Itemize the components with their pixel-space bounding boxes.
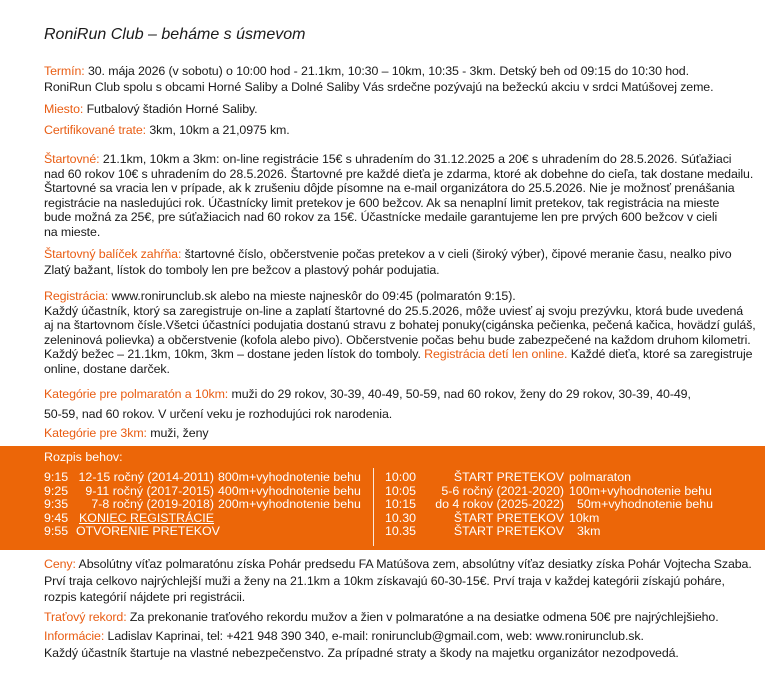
schedule-time: 9:35 bbox=[44, 497, 69, 511]
schedule-time: 10:15 bbox=[385, 497, 417, 511]
informacie-label: Informácie: bbox=[44, 629, 105, 643]
balicek-section bbox=[44, 246, 732, 278]
schedule-time: 9:55 bbox=[44, 524, 69, 538]
termin-line1: 30. mája 2026 (v sobotu) o 10:00 hod - 21.1km, 10:30 – 10km, 10:35 - 3km. Detský beh od 09:15 do 10:30 hod. bbox=[84, 64, 689, 78]
registracia-section bbox=[44, 289, 756, 376]
schedule-category: 12-15 ročný (2014-2011) bbox=[78, 470, 214, 484]
schedule-right-times bbox=[385, 471, 416, 539]
rekord-section bbox=[44, 609, 719, 625]
schedule-category: ŠTART PRETEKOV bbox=[453, 510, 564, 525]
informacie-section bbox=[44, 628, 679, 662]
schedule-category: 9-11 ročný (2017-2015) bbox=[85, 483, 214, 498]
rekord-label: Traťový rekord: bbox=[44, 610, 127, 624]
miesto-label: Miesto: bbox=[44, 102, 84, 116]
schedule-time: 10:00 bbox=[385, 470, 417, 484]
termin-line2: RoniRun Club spolu s obcami Horné Saliby a Dolné Saliby Vás srdečne pozývajú na bežeckú akciu v srdci Matúšovej zeme. bbox=[44, 80, 714, 94]
registracia-line2: Každý účastník, ktorý sa zaregistruje on-line a zaplatí štartovné do 25.5.2026, môže uviesť aj svoju prezývku, ktorá bude uvedená bbox=[44, 303, 744, 318]
schedule-box bbox=[0, 446, 765, 550]
schedule-info bbox=[218, 512, 361, 526]
balicek-line2: Zlatý bažant, lístok do tomboly len pre bežcov a plastový pohár podujatia. bbox=[44, 263, 440, 277]
schedule-category: 7-8 ročný (2019-2018) bbox=[91, 497, 214, 511]
kat-polmaraton-label: Kategórie pre polmaratón a 10km: bbox=[44, 387, 229, 401]
termin-label: Termín: bbox=[44, 64, 85, 78]
trate-value: 3km, 10km a 21,0975 km. bbox=[146, 123, 290, 137]
startovne-label: Štartovné: bbox=[44, 152, 100, 166]
startovne-line4: registrácie na nasledujúci rok. Účastnícky limit pretekov je 600 bežcov. Ak sa nenaplní limit pretekov, tak registrácia na mieste bbox=[44, 195, 720, 210]
kategorie-3km-section bbox=[44, 425, 208, 441]
miesto-value: Futbalový štadión Horné Saliby. bbox=[83, 102, 258, 116]
startovne-line6: na mieste. bbox=[44, 224, 101, 239]
startovne-line5: bude možná za 25€, pre súťažiacich nad 60 rokov za 15€. Účastnícke medaile garantujeme len pre prvých 600 bežcov v cieli bbox=[44, 210, 718, 224]
schedule-category: OTVORENIE PRETEKOV bbox=[76, 524, 220, 538]
schedule-info: 100m+vyhodnotenie behu bbox=[569, 483, 712, 498]
registracia-children-note: Registrácia detí len online. bbox=[424, 347, 568, 361]
schedule-divider bbox=[373, 468, 374, 546]
balicek-line1: štartovné číslo, občerstvenie počas pretekov a v cieli (široký výber), čipové meranie času, nealko pivo bbox=[181, 247, 732, 261]
schedule-time: 10.35 bbox=[385, 524, 417, 538]
startovne-line1: 21.1km, 10km a 3km: on-line registrácie 15€ s uhradením do 31.12.2025 a 20€ s uhradením do 28.5.2026. Súťažiaci bbox=[99, 152, 732, 166]
registracia-line1: www.ronirunclub.sk alebo na mieste najneskôr do 09:45 (polmaratón 9:15). bbox=[108, 289, 516, 303]
schedule-right-info bbox=[569, 471, 713, 539]
schedule-right-categories bbox=[426, 471, 564, 539]
schedule-info: 3km bbox=[577, 524, 601, 538]
schedule-category: KONIEC REGISTRÁCIE bbox=[79, 510, 214, 525]
startovne-line3: Štartovné sa vracia len v prípade, ak k zrušeniu dôjde písomne na e-mail organizátora do 25.5.2026. Nie je možnosť prenášania bbox=[44, 181, 735, 195]
ceny-line3: rozpis kategórií nájdete pri registrácii. bbox=[44, 590, 246, 604]
registracia-label: Registrácia: bbox=[44, 289, 109, 303]
informacie-line2: Každý účastník štartuje na vlastné nebezpečenstvo. Za prípadné straty a škody na majetku organizátor nezodpovedá. bbox=[44, 646, 679, 660]
trate-label: Certifikované trate: bbox=[44, 123, 146, 137]
schedule-category: 5-6 ročný (2021-2020) bbox=[441, 483, 564, 498]
schedule-category: ŠTART PRETEKOV bbox=[453, 524, 564, 538]
termin-section bbox=[44, 63, 713, 95]
schedule-time: 9:25 bbox=[44, 483, 69, 498]
rekord-value: Za prekonanie traťového rekordu mužov a žien v polmaratóne a na desiatke odmena 50€ pre najrýchlejšieho. bbox=[126, 610, 719, 624]
ceny-line2: Prví traja celkovo najrýchlejší muži a ženy na 21.1km a 10km získavajú 60-30-15€. Prví traja v každej kategórii získajú poháre, bbox=[44, 573, 725, 588]
ceny-line1: Absolútny víťaz polmaratónu získa Pohár predsedu FA Matúšova zem, absolútny víťaz desiatky získa Pohár Vojtecha Szaba. bbox=[75, 557, 752, 571]
registracia-line6: online, dostane darček. bbox=[44, 361, 170, 376]
schedule-category: ŠTART PRETEKOV bbox=[453, 470, 564, 484]
schedule-time: 10:05 bbox=[385, 483, 417, 498]
startovne-line2: nad 60 rokov 10€ s uhradením do 28.5.2026. Štartovné pre každé dieťa je zdarma, ktoré ak dobehne do cieľa, tak dostane medailu. bbox=[44, 166, 754, 181]
schedule-heading: Rozpis behov: bbox=[44, 450, 123, 464]
schedule-info: 10km bbox=[569, 510, 600, 525]
schedule-info: 200m+vyhodnotenie behu bbox=[218, 497, 361, 511]
kat-polmaraton-line2: 50-59, nad 60 rokov. V určení veku je rozhodujúci rok narodenia. bbox=[44, 407, 393, 421]
schedule-info: 400m+vyhodnotenie behu bbox=[218, 483, 361, 498]
schedule-left-categories bbox=[76, 470, 220, 539]
registracia-line3: aj na štartovnom čísle.Všetci účastníci podujatia dostanú stravu z bohatej ponuky(cigánska pečienka, pečená kačica, hovädzí guláš, bbox=[44, 318, 756, 332]
ceny-section bbox=[44, 556, 752, 606]
kategorie-polmaraton-section bbox=[44, 384, 691, 424]
schedule-info: 800m+vyhodnotenie behu bbox=[218, 470, 361, 484]
registracia-line5b: Každé dieťa, ktoré sa zaregistruje bbox=[567, 347, 753, 361]
schedule-time: 9:15 bbox=[44, 470, 69, 484]
informacie-value: Ladislav Kaprinai, tel: +421 948 390 340, e-mail: ronirunclub@gmail.com, web: www.ronirunclub.sk. bbox=[104, 629, 644, 643]
page-title: RoniRun Club – beháme s úsmevom bbox=[44, 26, 306, 43]
schedule-info bbox=[218, 525, 361, 539]
kat-3km-value: muži, ženy bbox=[146, 426, 209, 440]
kat-polmaraton-line1: muži do 29 rokov, 30-39, 40-49, 50-59, nad 60 rokov, ženy do 29 rokov, 30-39, 40-49, bbox=[228, 387, 691, 401]
trate-section bbox=[44, 122, 290, 138]
ceny-label: Ceny: bbox=[44, 557, 76, 571]
schedule-time: 9:45 bbox=[44, 510, 69, 525]
schedule-info: 50m+vyhodnotenie behu bbox=[577, 497, 714, 511]
schedule-category: do 4 rokov (2025-2022) bbox=[435, 497, 564, 511]
registracia-line4: zeleninová polievka) a občerstvenie (kofola alebo pivo). Občerstvenie počas behu bude zabezpečené na každom druhom kilometri. bbox=[44, 332, 751, 347]
registracia-line5a: Každý bežec – 21.1km, 10km, 3km – dostane jeden lístok do tomboly. bbox=[44, 347, 425, 361]
schedule-left-times bbox=[44, 471, 68, 539]
schedule-info: polmaraton bbox=[569, 470, 631, 484]
kat-3km-label: Kategórie pre 3km: bbox=[44, 426, 147, 440]
schedule-left-info bbox=[218, 471, 361, 539]
startovne-section bbox=[44, 152, 753, 239]
balicek-label: Štartovný balíček zahŕňa: bbox=[44, 247, 182, 261]
miesto-section bbox=[44, 101, 258, 117]
schedule-time: 10.30 bbox=[385, 510, 417, 525]
